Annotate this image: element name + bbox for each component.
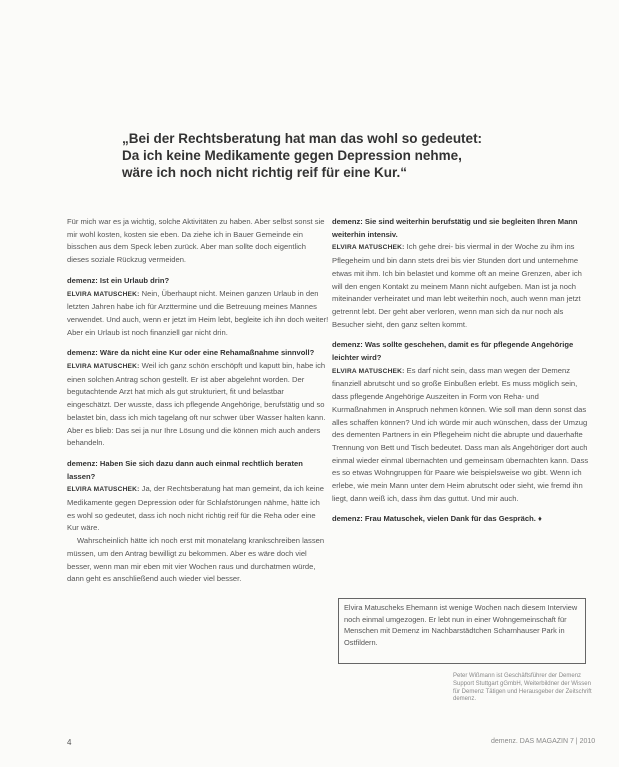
interview-question: demenz: Was sollte geschehen, damit es für pflegende Angehörige leichter wird? xyxy=(332,340,574,363)
page-number: 4 xyxy=(67,738,72,747)
journal-name: demenz. DAS MAGAZIN 7 | 2010 xyxy=(491,738,596,745)
answer-text: Nein, Überhaupt nicht. Meinen ganzen Urlaub in den letzten Jahren habe ich für Arzttermine und die Betreuung meines Mannes verwendet. Und auch, wenn er jetzt im Heim lebt, begleite ich ihn doch weiter! Aber ein Urlaub ist noch finanziell gar nicht drin. xyxy=(67,288,329,337)
interview-answer xyxy=(67,360,329,450)
author-bio xyxy=(453,673,593,704)
answer-text: Ja, der Rechtsberatung hat man gemeint, da ich keine Medikamente gegen Depression oder für Schlafstörungen nähme, hätte ich es wohl so gedeutet, dass ich noch nicht richtig reif für die Reha oder eine Kur wäre. xyxy=(67,484,324,533)
answer-text: Es darf nicht sein, dass man wegen der Demenz finanziell abrutscht und so große Einbußen erlebt. Es muss möglich sein, dass pflegende Angehörige Auszeiten in Form von Reha- und Kurmaßnahmen in Anspruch nehmen können. Wie soll man denn sonst das alles schaffen können? Und ich würde mir auch wünschen, dass der Umzug des dementen Partners in ein Pflegeheim nicht die abrupte und dauerhafte Trennung von Bett und Tisch bedeutet. Dass man als Angehöriger dort auch einmal wieder einmal übernachten und gemeinsam übernachten kann. Dass es so etwas Wohngruppen für Paare wie beispielsweise wo gibt. Wenn ich erlebe, wie mein Mann unter dem Heim abrutscht oder sieht, wie fremd ihn liegt, dann weiß ich, dass ihm das guttut. Und mir auch. xyxy=(332,365,589,503)
info-box-text: Elvira Matuscheks Ehemann ist wenige Wochen nach diesem Interview noch einmal umgezogen. Er lebt nun in einer Wohngemeinschaft für Menschen mit Demenz im Nachbarstädtchen Scharnhauser Park in Ostfildern. xyxy=(344,603,578,647)
end-mark-icon: ♦ xyxy=(537,514,542,524)
speaker-label: ELVIRA MATUSCHEK: xyxy=(332,367,405,375)
pull-quote-line: Da ich keine Medikamente gegen Depression nehme, xyxy=(122,148,462,163)
answer-text: Weil ich ganz schön erschöpft und kaputt bin, habe ich einen solchen Antrag schon gestellt. Er ist aber abgelehnt worden. Der begutachtende Arzt hat mich als gut strukturiert, fit und belastbar eingeschätzt. Der wusste, dass ich pflegende Angehörige, berufstätig und so belastet bin, dass ich mich tagelang oft nur schwer über Wasser halten kann. Aber es blieb: Das sei ja nur Ihre Lösung und die können mich auch anders behandeln. xyxy=(67,361,326,448)
paragraph: Für mich war es ja wichtig, solche Aktivitäten zu haben. Aber selbst sonst sie mir wohl kosten, kosten sie eben. Da ziehe ich in Bauer Gemeinde ein bisschen aus dem Speck leben zurück. Aber man sollte doch eigentlich dieses soziale Rückzug vermeiden. xyxy=(67,217,325,265)
speaker-label: ELVIRA MATUSCHEK: xyxy=(67,486,140,494)
pull-quote-line: wäre ich noch nicht richtig reif für eine Kur.“ xyxy=(122,165,408,180)
speaker-label: ELVIRA MATUSCHEK: xyxy=(332,244,405,252)
interview-question: demenz: Sie sind weiterhin berufstätig und sie begleiten Ihren Mann weiterhin intensiv. xyxy=(332,217,578,239)
author-bio-text: Peter Wißmann ist Geschäftsführer der Demenz Support Stuttgart gGmbH, Weiterbildner der Wissen für Demenz Tätigen und Herausgeber der Zeitschrift demenz. xyxy=(453,673,592,703)
answer-text: Ich gehe drei- bis viermal in der Woche zu ihm ins Pflegeheim und bin dann stets drei bis vier Stunden dort und unternehme etwas mit ihm. Ich bin belastet und komme oft an meine Grenzen, aber ich will den engen Kontakt zu meinem Mann nicht aufgeben. Man ist ja noch miteinander verheiratet und man lebt weiterhin noch, auch wenn man jetzt getrennt lebt. Der geht aber verloren, wenn man sich da nur noch als Besucher sieht, den ganz selten kommt. xyxy=(332,242,582,329)
interview-question: demenz: Ist ein Urlaub drin? xyxy=(67,275,170,285)
interview-answer xyxy=(332,365,594,506)
speaker-label: ELVIRA MATUSCHEK: xyxy=(67,363,140,371)
paragraph: Wahrscheinlich hätte ich noch erst mit monatelang krankschreiben lassen müssen, um den Antrag bewilligt zu bekommen. Aber es wäre doch viel besser, wenn man mir eben mit vier Wochen raus und durchatmen würde, dann geht es anschließend auch wieder viel besser. xyxy=(67,536,325,584)
interview-answer xyxy=(67,483,329,535)
info-box xyxy=(338,598,586,664)
interview-answer xyxy=(67,288,329,340)
closing-line xyxy=(332,513,594,526)
left-column xyxy=(67,216,329,586)
pull-quote-line: „Bei der Rechtsberatung hat man das wohl so gedeutet: xyxy=(122,131,483,146)
interview-answer xyxy=(332,241,594,331)
pull-quote xyxy=(122,130,502,181)
closing-text: demenz: Frau Matuschek, vielen Dank für das Gespräch. xyxy=(332,514,536,524)
interview-question: demenz: Haben Sie sich dazu dann auch einmal rechtlich beraten lassen? xyxy=(67,458,303,481)
right-column xyxy=(332,216,594,526)
speaker-label: ELVIRA MATUSCHEK: xyxy=(67,290,140,298)
interview-question: demenz: Wäre da nicht eine Kur oder eine Rehamaßnahme sinnvoll? xyxy=(67,348,315,358)
